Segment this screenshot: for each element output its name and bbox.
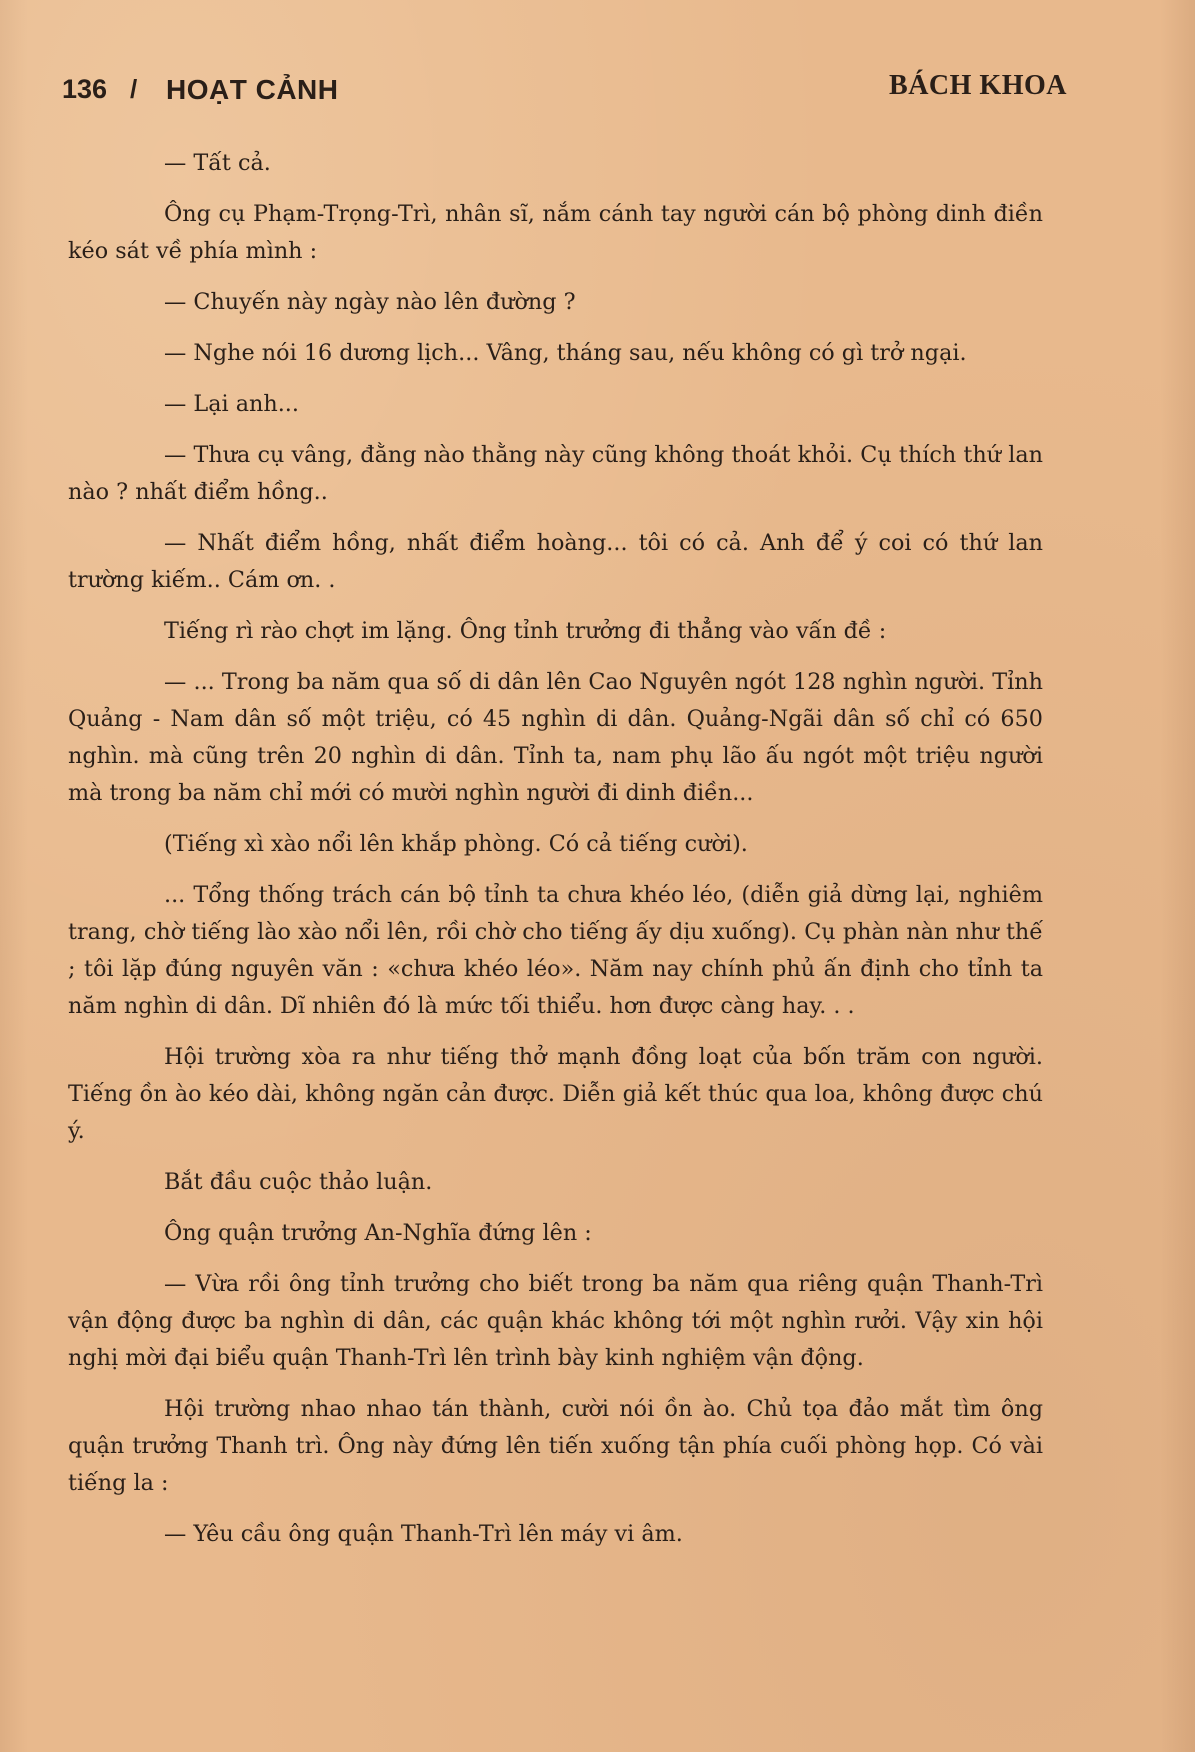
magazine-title: BÁCH KHOA	[889, 70, 1067, 101]
paragraph: — Thưa cụ vâng, đằng nào thằng này cũng không thoát khỏi. Cụ thích thứ lan nào ? nhất điểm hồng..	[68, 442, 1043, 505]
paragraph: — Nhất điểm hồng, nhất điểm hoàng... tôi có cả. Anh để ý coi có thứ lan trường kiếm.. Cám ơn. .	[68, 530, 1043, 593]
header-separator: /	[130, 74, 138, 104]
paragraph: Hội trường nhao nhao tán thành, cười nói ồn ào. Chủ tọa đảo mắt tìm ông quận trưởng Thanh trì. Ông này đứng lên tiến xuống tận phía cuối phòng họp. Có vài tiếng la :	[68, 1396, 1043, 1496]
paragraph: — ... Trong ba năm qua số di dân lên Cao Nguyên ngót 128 nghìn người. Tỉnh Quảng - Nam dân số một triệu, có 45 nghìn di dân. Quảng-Ngãi dân số chỉ có 650 nghìn. mà cũng trên 20 nghìn di dân. Tỉnh ta, nam phụ lão ấu ngót một triệu người mà trong ba năm chỉ mới có mười nghìn người đi dinh điền...	[68, 669, 1043, 806]
paragraph: — Vừa rồi ông tỉnh trưởng cho biết trong ba năm qua riêng quận Thanh-Trì vận động được ba nghìn di dân, các quận khác không tới một nghìn rưởi. Vậy xin hội nghị mời đại biểu quận Thanh-Trì lên trình bày kinh nghiệm vận động.	[68, 1271, 1043, 1371]
paragraph: Ông quận trưởng An-Nghĩa đứng lên :	[164, 1220, 592, 1246]
paragraph: (Tiếng xì xào nổi lên khắp phòng. Có cả tiếng cười).	[164, 831, 748, 857]
paragraph: — Chuyến này ngày nào lên đường ?	[164, 289, 576, 315]
paragraph: Hội trường xòa ra như tiếng thở mạnh đồng loạt của bốn trăm con người. Tiếng ồn ào kéo dài, không ngăn cản được. Diễn giả kết thúc qua loa, không được chú ý.	[68, 1044, 1043, 1144]
page-number: 136	[62, 74, 108, 104]
article-body	[68, 145, 1043, 1567]
paragraph: Tiếng rì rào chợt im lặng. Ông tỉnh trưởng đi thẳng vào vấn đề :	[164, 618, 887, 644]
paragraph: Ông cụ Phạm-Trọng-Trì, nhân sĩ, nắm cánh tay người cán bộ phòng dinh điền kéo sát về phía mình :	[68, 201, 1043, 264]
paragraph: — Tất cả.	[164, 150, 271, 176]
paragraph: Bắt đầu cuộc thảo luận.	[164, 1169, 433, 1195]
paragraph: — Nghe nói 16 dương lịch... Vâng, tháng sau, nếu không có gì trở ngại.	[164, 340, 967, 366]
paragraph: — Yêu cầu ông quận Thanh-Trì lên máy vi âm.	[164, 1521, 683, 1547]
page-header	[62, 70, 1067, 110]
section-title: HOẠT CẢNH	[166, 74, 339, 105]
paragraph: ... Tổng thống trách cán bộ tỉnh ta chưa khéo léo, (diễn giả dừng lại, nghiêm trang, chờ tiếng lào xào nổi lên, rồi chờ cho tiếng ấy dịu xuống). Cụ phàn nàn như thế ; tôi lặp đúng nguyên văn : «chưa khéo léo». Năm nay chính phủ ấn định cho tỉnh ta năm nghìn di dân. Dĩ nhiên đó là mức tối thiểu. hơn được càng hay. . .	[68, 882, 1043, 1019]
paragraph: — Lại anh...	[164, 391, 299, 417]
